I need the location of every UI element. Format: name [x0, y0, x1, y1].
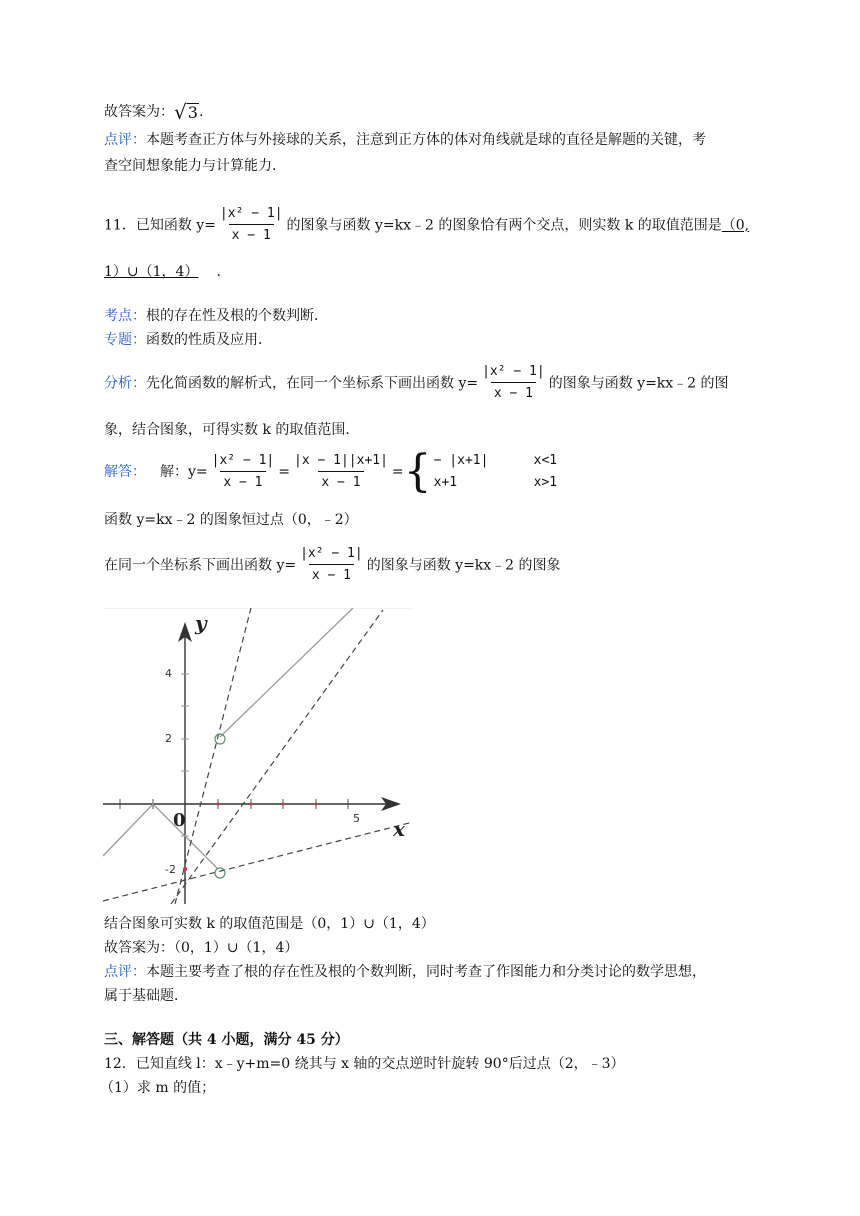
fraction — [291, 451, 391, 494]
case-expression: x+1 — [433, 475, 458, 490]
jieda-text: 函数 y=kx﹣2 的图象恒过点（0，﹣2） — [104, 512, 358, 528]
fenxi-text: 先化简函数的解析式，在同一个坐标系下画出函数 y= — [146, 375, 479, 392]
comment-line1 — [104, 962, 706, 982]
tick-label-y4: 4 — [165, 667, 172, 680]
fraction-denominator: x − 1 — [309, 564, 354, 587]
piecewise: { − |x+1| x<1 x+1 x>1 — [403, 446, 558, 497]
previous-comment-line2 — [104, 156, 286, 176]
fraction — [217, 204, 286, 247]
jieda-text: 的图象与函数 y=kx﹣2 的图象 — [366, 557, 561, 574]
case-expression: − |x+1| — [433, 453, 489, 468]
jieda-text: 解：y= — [160, 464, 208, 480]
fenxi-label: 分析： — [104, 375, 146, 392]
answer-text: 故答案为：（0，1）∪（1，4） — [104, 940, 299, 956]
x-axis-label: x — [393, 817, 405, 841]
tick-label-x5: 5 — [353, 812, 360, 825]
zhuanti-label: 专题： — [104, 332, 146, 348]
answer-blank: （0, — [721, 217, 750, 234]
answer-blank: 1）∪（1，4） — [104, 264, 199, 280]
graph-right-branch — [220, 608, 353, 737]
fraction — [297, 544, 366, 587]
comment-line2 — [104, 986, 188, 1006]
line-k-small — [103, 822, 413, 901]
sqrt-radicand: 3 — [187, 103, 198, 122]
comment-label: 点评： — [104, 964, 146, 980]
sqrt-expression: √ 3 — [174, 100, 198, 124]
previous-comment-line1 — [104, 130, 706, 150]
question-end: ． — [216, 264, 231, 280]
jieda-text: 在同一个坐标系下画出函数 y= — [104, 557, 297, 574]
open-point-lower — [215, 868, 225, 878]
case-condition: x>1 — [533, 475, 558, 490]
conclusion-text: 结合图象可实数 k 的取值范围是（0，1）∪（1，4） — [104, 916, 435, 932]
kaodian-line — [104, 306, 328, 326]
fenxi-text: 的图象与函数 y=kx﹣2 的图 — [548, 375, 729, 392]
kaodian-text: 根的存在性及根的个数判断． — [146, 308, 328, 324]
line-k1 — [171, 610, 383, 904]
line-k4 — [175, 608, 251, 904]
answer-line — [104, 938, 298, 958]
question-11 — [104, 204, 749, 247]
fenxi-text: 象，结合图象，可得实数 k 的取值范围． — [104, 422, 360, 438]
question-11-continued — [104, 262, 230, 282]
question-12-part1 — [100, 1078, 215, 1098]
fraction-denominator: x − 1 — [491, 382, 536, 405]
graph-left-branch — [103, 804, 218, 869]
fraction-numerator: |x² − 1| — [482, 364, 545, 379]
jieda-line2 — [104, 510, 358, 530]
fraction-denominator: x − 1 — [220, 471, 265, 494]
fraction — [209, 451, 278, 494]
tick-label-y2: 2 — [165, 732, 172, 745]
fenxi-line — [104, 362, 729, 405]
fraction — [479, 362, 548, 405]
comment-text: 本题考查正方体与外接球的关系，注意到正方体的体对角线就是球的直径是解题的关键，考 — [146, 132, 706, 148]
question-subpart: （1）求 m 的值； — [100, 1080, 216, 1096]
fraction-numerator: |x² − 1| — [211, 452, 275, 468]
fraction-numerator: |x² − 1| — [300, 546, 363, 561]
dashed-lines — [103, 608, 413, 904]
answer-prefix: 故答案为： — [104, 104, 174, 120]
zhuanti-text: 函数的性质及应用． — [146, 332, 272, 348]
conclusion-line — [104, 914, 435, 934]
y-axis-label: y — [195, 611, 207, 635]
jieda-line: 解答： 解：y= $\frac{\text{|x² − 1|}}{x - 1}$ = $\frac{|x - 1||x+1|}{x - 1}$ = { − |x+1| x<1 x+1 x>1 — [104, 446, 558, 497]
comment-text: 属于基础题． — [104, 988, 188, 1004]
jieda-line3 — [104, 544, 561, 587]
question-number: 11． — [104, 217, 136, 234]
origin-label: 0 — [173, 810, 186, 831]
jieda-label: 解答： — [104, 464, 146, 480]
fenxi-line2 — [104, 420, 359, 440]
question-text: 12．已知直线 l：x﹣y+m=0 绕其与 x 轴的交点逆时针旋转 90°后过点（2，﹣3） — [104, 1056, 625, 1072]
question-text: 的图象与函数 y=kx﹣2 的图象恰有两个交点，则实数 k 的取值范围是 — [286, 217, 722, 234]
open-point-upper — [215, 734, 225, 744]
fraction-numerator: |x² − 1| — [219, 206, 283, 221]
kaodian-label: 考点： — [104, 308, 146, 324]
comment-text: 查空间想象能力与计算能力． — [104, 158, 286, 174]
answer-suffix: . — [198, 104, 204, 120]
zhuanti-line — [104, 330, 272, 350]
fraction-denominator: x − 1 — [318, 471, 363, 494]
fraction-denominator: x − 1 — [229, 224, 274, 247]
question-12 — [104, 1054, 625, 1074]
function-graph — [103, 608, 413, 904]
question-text: 已知函数 y= — [135, 217, 216, 234]
section-3-heading — [104, 1030, 349, 1050]
comment-label: 点评： — [104, 132, 146, 148]
comment-text: 本题主要考查了根的存在性及根的个数判断，同时考查了作图能力和分类讨论的数学思想， — [146, 964, 706, 980]
tick-label-yneg2: -2 — [165, 863, 176, 876]
point-0-neg2 — [183, 867, 187, 871]
previous-answer — [104, 102, 203, 122]
case-condition: x<1 — [533, 453, 558, 468]
fraction-numerator: |x − 1||x+1| — [294, 452, 388, 468]
section-title: 三、解答题（共 4 小题，满分 45 分） — [104, 1032, 349, 1048]
